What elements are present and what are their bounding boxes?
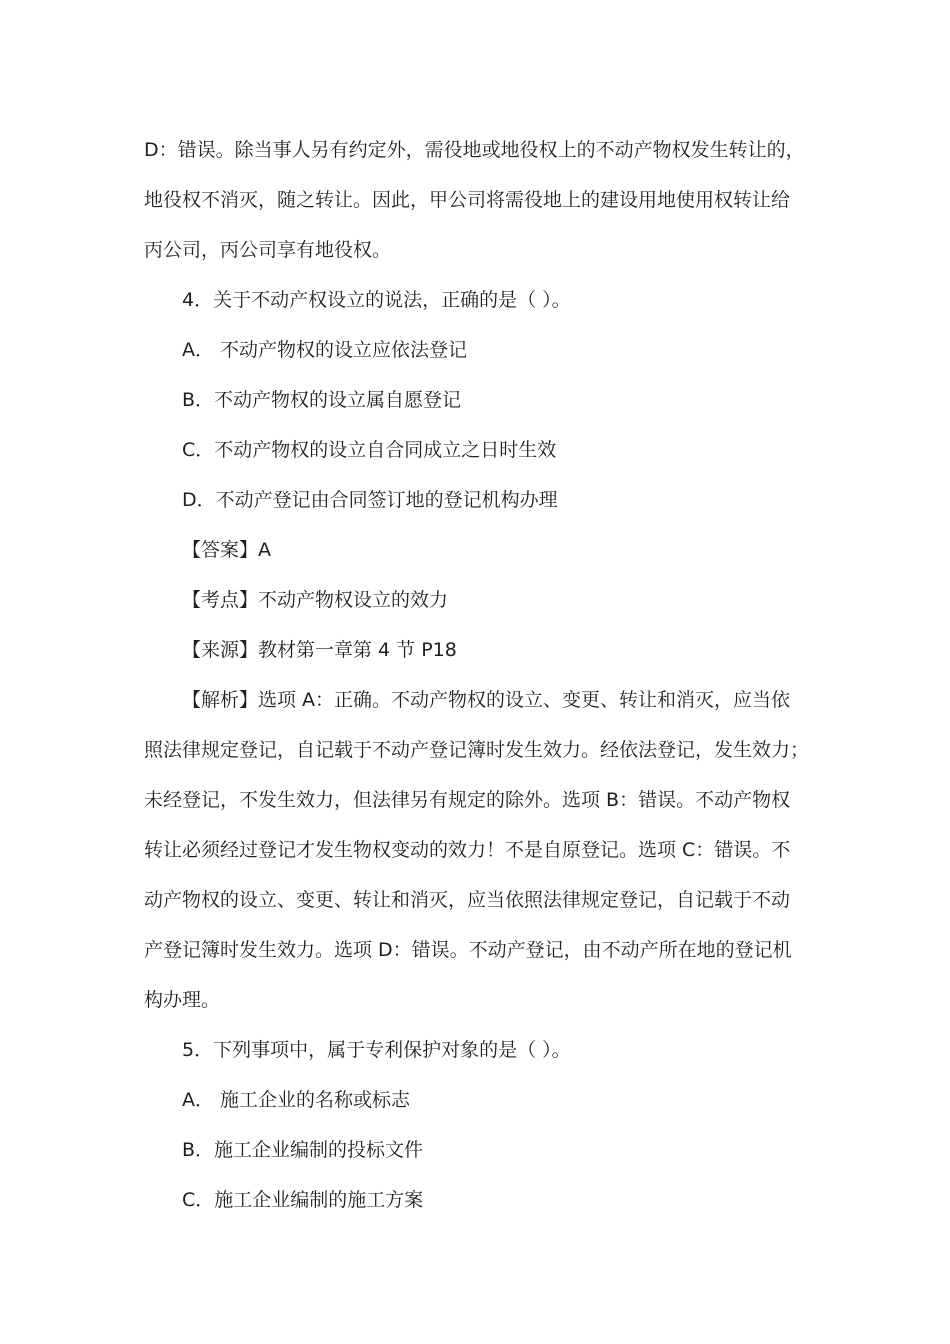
question-4-option-d: D．不动产登记由合同签订地的登记机构办理 — [182, 489, 558, 511]
document-body — [144, 125, 810, 1225]
paragraph-line: 未经登记，不发生效力，但法律另有规定的除外。选项 B：错误。不动产物权 — [144, 789, 791, 811]
paragraph-line: 转让必须经过登记才发生物权变动的效力！不是自原登记。选项 C：错误。不 — [144, 839, 791, 861]
paragraph-line: 产登记簿时发生效力。选项 D：错误。不动产登记，由不动产所在地的登记机 — [144, 939, 792, 961]
question-4-option-a: A． 不动产物权的设立应依法登记 — [182, 339, 468, 361]
question-5-option-b: B．施工企业编制的投标文件 — [182, 1139, 424, 1161]
question-4-option-c: C．不动产物权的设立自合同成立之日时生效 — [182, 439, 557, 461]
question-4-source: 【来源】教材第一章第 4 节 P18 — [182, 639, 457, 661]
question-4-stem: 4．关于不动产权设立的说法，正确的是（ ）。 — [182, 289, 571, 311]
paragraph-line: 地役权不消灭，随之转让。因此，甲公司将需役地上的建设用地使用权转让给 — [144, 189, 791, 211]
paragraph-line: 动产物权的设立、变更、转让和消灭，应当依照法律规定登记，自记载于不动 — [144, 889, 791, 911]
question-5-stem: 5．下列事项中，属于专利保护对象的是（ ）。 — [182, 1039, 571, 1061]
question-4-analysis: 【解析】选项 A：正确。不动产物权的设立、变更、转让和消灭，应当依 — [182, 689, 791, 711]
paragraph-line: 丙公司，丙公司享有地役权。 — [144, 239, 392, 261]
question-5-option-c: C．施工企业编制的施工方案 — [182, 1189, 424, 1211]
question-4-option-b: B．不动产物权的设立属自愿登记 — [182, 389, 462, 411]
question-4-answer: 【答案】A — [182, 539, 271, 561]
paragraph-line: 构办理。 — [144, 989, 221, 1011]
paragraph-line: 照法律规定登记，自记载于不动产登记簿时发生效力。经依法登记，发生效力； — [144, 739, 810, 761]
question-4-topic: 【考点】不动产物权设立的效力 — [182, 589, 449, 611]
paragraph-line: D：错误。除当事人另有约定外，需役地或地役权上的不动产物权发生转让的， — [144, 139, 805, 161]
question-5-option-a: A． 施工企业的名称或标志 — [182, 1089, 411, 1111]
